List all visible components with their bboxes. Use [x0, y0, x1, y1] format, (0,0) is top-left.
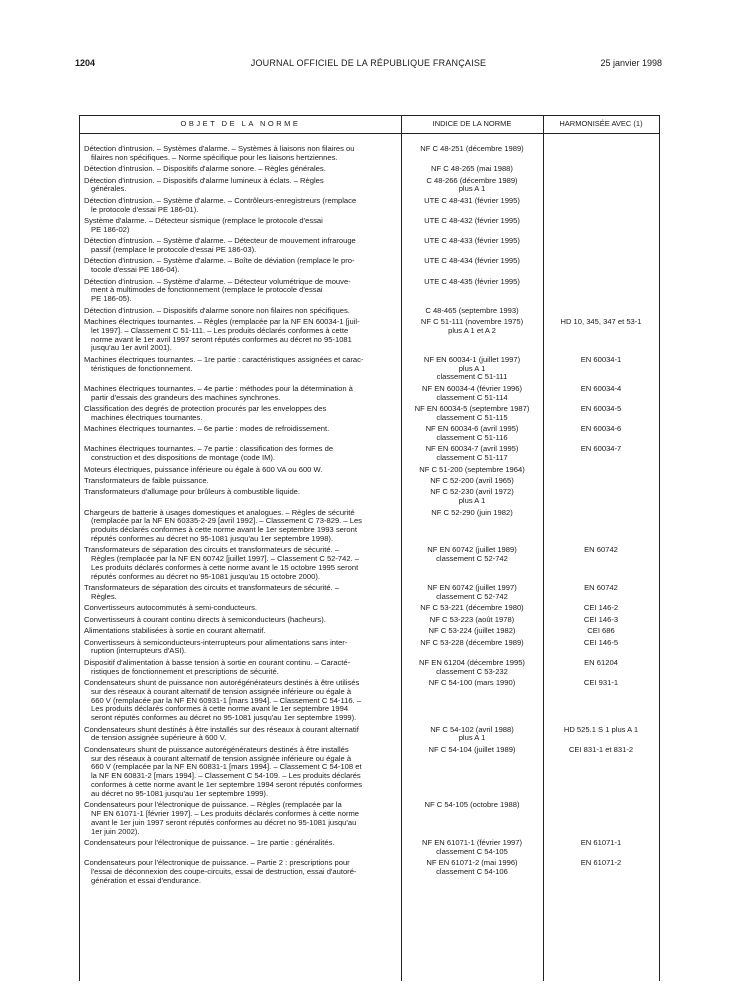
cell-line: plus A 1 et A 2 [448, 325, 496, 335]
table-header [80, 116, 659, 134]
indice-cell [401, 477, 543, 486]
column-header-objet: OBJET DE LA NORME [180, 119, 301, 128]
objet-cell [84, 509, 396, 544]
objet-cell [84, 177, 396, 195]
objet-cell [84, 627, 396, 636]
cell-line: NF C 51-200 (septembre 1964) [419, 464, 525, 474]
cell-line: Condensateurs shunt de puissance non autorégénérateurs destinés à être utilisés [84, 678, 360, 687]
cell-line: classement C 53-232 [436, 666, 508, 676]
harmonisee-cell [543, 616, 659, 625]
harmonisee-cell [543, 659, 659, 668]
cell-line: Alimentations stabilisées à sortie en courant alternatif. [84, 626, 266, 636]
cell-line: classement C 51-116 [436, 432, 508, 442]
cell-line: EN 60742 [584, 545, 618, 555]
page-number: 1204 [75, 58, 96, 68]
cell-line: sur des réseaux à courant alternatif de tension assignée inférieure ou égale à [91, 753, 352, 763]
indice-cell [401, 801, 543, 810]
cell-line: Convertisseurs à courant continu directs à semiconducteurs (hacheurs). [84, 614, 326, 624]
harmonisee-cell [543, 385, 659, 394]
objet-cell [84, 257, 396, 275]
cell-line: CEI 146-3 [583, 614, 619, 624]
journal-title: JOURNAL OFFICIEL DE LA RÉPUBLIQUE FRANÇAISE [250, 58, 487, 68]
objet-cell [84, 425, 396, 434]
cell-line: Condensateurs shunt de puissance autorégénérateurs destinés à être installés [84, 744, 349, 754]
cell-line: HD 10, 345, 347 et 53-1 [560, 317, 642, 326]
cell-line: Classification des degrés de protection procurés par les enveloppes des [84, 404, 327, 413]
cell-line: Transformateurs d'allumage pour brûleurs à combustible liquide. [84, 487, 301, 497]
cell-line: EN 61071-2 [580, 858, 622, 868]
cell-line: classement C 51-115 [436, 412, 508, 422]
cell-line: passif (remplace le protocole d'essai PE 186-03). [91, 244, 257, 254]
objet-cell [84, 278, 396, 304]
cell-line: Condensateurs pour l'électronique de puissance. – 1re partie : généralités. [84, 838, 335, 847]
objet-cell [84, 746, 396, 799]
cell-line: Transformateurs de séparation des circuits et transformateurs de sécurité. – [84, 545, 340, 555]
indice-cell [401, 466, 543, 475]
cell-line: NF C 53-224 (juillet 1982) [428, 626, 516, 636]
page-header [75, 58, 662, 72]
cell-line: Dispositif d'alimentation à basse tension à sortie en courant continu. – Caracté- [84, 657, 351, 667]
cell-line: Les produits déclarés conformes à cette norme avant le 15 octobre 1995 seront [91, 562, 359, 572]
cell-line: CEI 686 [587, 626, 615, 636]
indice-cell [401, 177, 543, 195]
objet-cell [84, 546, 396, 581]
indice-cell [401, 679, 543, 688]
cell-line: Machines électriques tournantes. – 4e partie : méthodes pour la détermination à [84, 383, 353, 393]
indice-cell [401, 425, 543, 443]
cell-line: UTE C 48-435 (février 1995) [424, 276, 520, 286]
harmonisee-cell [543, 318, 659, 327]
publication-date: 25 janvier 1998 [600, 58, 662, 68]
indice-cell [401, 165, 543, 174]
cell-line: NF C 53-228 (décembre 1989) [420, 637, 524, 647]
indice-cell [401, 197, 543, 206]
cell-line: plus A 1 [458, 733, 486, 743]
cell-line: NF EN 60034-7 (avril 1995) [425, 444, 519, 454]
cell-line: classement C 54-106 [436, 866, 508, 876]
cell-line: CEI 146-2 [583, 603, 619, 613]
cell-line: NF EN 61071-1 [février 1997]. – Les produits déclarés conformes à cette norme [91, 808, 360, 818]
cell-line: Machines électriques tournantes. – 1re partie : caractéristiques assignées et carac- [84, 354, 364, 364]
objet-cell [84, 237, 396, 255]
cell-line: générales. [91, 184, 127, 194]
cell-line: CEI 831-1 et 831-2 [568, 744, 634, 754]
objet-cell [84, 488, 396, 497]
harmonisee-cell [543, 405, 659, 414]
cell-line: NF C 52-230 (avril 1972) [430, 487, 514, 497]
cell-line: sur des réseaux à courant alternatif de tension assignée inférieure ou égale à [91, 686, 352, 696]
cell-line: téristiques de fonctionnement. [91, 363, 193, 373]
cell-line: réputés conformes au décret no 95-1081 jusqu'au 1er septembre 1998). [91, 533, 334, 543]
indice-cell [401, 584, 543, 602]
objet-cell [84, 639, 396, 657]
cell-line: NF EN 60034-1 (juillet 1997) [423, 354, 521, 364]
cell-line: UTE C 48-434 (février 1995) [424, 256, 520, 266]
objet-cell [84, 466, 396, 475]
indice-cell [401, 859, 543, 877]
cell-line: Machines électriques tournantes. – 7e partie : classification des formes de [84, 444, 334, 454]
cell-line: jusqu'au 1er avril 2001). [91, 343, 172, 353]
cell-line: construction et des dispositions de montage (code IM). [91, 453, 276, 463]
objet-cell [84, 356, 396, 374]
cell-line: EN 61204 [584, 657, 618, 667]
indice-cell [401, 278, 543, 287]
cell-line: Convertisseurs autocommutés à semi-conducteurs. [84, 603, 258, 613]
cell-line: machines électriques tournantes. [91, 412, 203, 422]
objet-cell [84, 859, 396, 885]
cell-line: Détection d'intrusion. – Systèmes d'alarme. – Systèmes à liaisons non filaires ou [84, 144, 355, 153]
harmonisee-cell [543, 679, 659, 688]
indice-cell [401, 307, 543, 316]
objet-cell [84, 318, 396, 353]
cell-line: EN 60034-5 [580, 404, 622, 413]
indice-cell [401, 145, 543, 154]
cell-line: filaires non spécifiques. – Norme spécifique pour les liaisons hertziennes. [91, 152, 338, 162]
cell-line: tocole d'essai PE 186-04). [91, 265, 180, 275]
cell-line: au décret no 95-1081 jusqu'au 1er septembre 1999). [91, 788, 269, 798]
cell-line: NF C 53-223 (août 1978) [429, 614, 515, 624]
cell-line: conformes à cette norme avant le 1er septembre 1994 seront réputés conformes [91, 779, 362, 789]
harmonisee-cell [543, 746, 659, 755]
cell-line: EN 61071-1 [580, 838, 622, 847]
cell-line: classement C 54-105 [436, 846, 508, 856]
indice-cell [401, 385, 543, 403]
cell-line: Détection d'intrusion. – Système d'alarme. – Détecteur volumétrique de mouve- [84, 276, 351, 286]
objet-cell [84, 477, 396, 486]
cell-line: UTE C 48-432 (février 1995) [424, 216, 520, 225]
indice-cell [401, 318, 543, 336]
cell-line: Détection d'intrusion. – Dispositifs d'alarme lumineux à éclats. – Règles [84, 175, 324, 185]
indice-cell [401, 839, 543, 857]
objet-cell [84, 679, 396, 723]
cell-line: HD 525.1 S 1 plus A 1 [563, 724, 639, 734]
indice-cell [401, 488, 543, 506]
cell-line: Machines électriques tournantes. – 6e partie : modes de refroidissement. [84, 424, 330, 434]
cell-line: plus A 1 [458, 496, 486, 506]
cell-line: EN 60034-7 [580, 444, 622, 454]
cell-line: NF C 51-111 (novembre 1975) [420, 317, 524, 326]
cell-line: classement C 51-111 [436, 372, 508, 382]
cell-line: let 1997]. – Classement C 51-111. – Les produits déclarés conformes à cette [91, 325, 349, 335]
indice-cell [401, 604, 543, 613]
cell-line: le protocole d'essai PE 186-01). [91, 204, 199, 214]
cell-line: plus A 1 [458, 363, 486, 373]
cell-line: Machines électriques tournantes. – Règles (remplacée par la NF EN 60034-1 [juil- [84, 317, 360, 326]
cell-line: NF EN 61204 (décembre 1995) [419, 657, 525, 667]
cell-line: Détection d'intrusion. – Dispositifs d'alarme sonore non filaires non spécifiques. [84, 305, 350, 315]
cell-line: Détection d'intrusion. – Dispositifs d'alarme sonore. – Règles générales. [84, 164, 326, 174]
cell-line: Transformateurs de faible puissance. [84, 476, 209, 485]
cell-line: réputés conformes au décret no 95-1081 jusqu'au 15 octobre 2000). [91, 571, 320, 581]
objet-cell [84, 801, 396, 836]
cell-line: Moteurs électriques, puissance inférieure ou égale à 600 VA ou 600 W. [84, 464, 323, 474]
cell-line: 1er juin 2002). [91, 826, 140, 836]
harmonisee-cell [543, 584, 659, 593]
objet-cell [84, 659, 396, 677]
harmonisee-cell [543, 445, 659, 454]
cell-line: Les produits déclarés conformes à cette norme avant le 1er septembre 1994 [91, 704, 349, 714]
cell-line: NF EN 61071-2 (mai 1996) [426, 858, 518, 868]
cell-line: Détection d'intrusion. – Système d'alarme. – Boîte de déviation (remplace le pro- [84, 256, 355, 266]
indice-cell [401, 405, 543, 423]
objet-cell [84, 217, 396, 235]
cell-line: Règles. [91, 591, 117, 601]
cell-line: Système d'alarme. – Détecteur sismique (remplace le protocole d'essai [84, 216, 323, 225]
harmonisee-cell [543, 627, 659, 636]
standards-table [79, 115, 660, 981]
indice-cell [401, 217, 543, 226]
objet-cell [84, 839, 396, 848]
cell-line: NF C 53-221 (décembre 1980) [420, 603, 524, 613]
indice-cell [401, 257, 543, 266]
cell-line: NF C 48-251 (décembre 1989) [420, 144, 524, 153]
cell-line: plus A 1 [458, 184, 486, 194]
cell-line: NF EN 60742 (juillet 1989) [427, 545, 517, 555]
harmonisee-cell [543, 604, 659, 613]
objet-cell [84, 445, 396, 463]
cell-line: Chargeurs de batterie à usages domestiques et analogues. – Règles de sécurité [84, 507, 355, 517]
cell-line: 660 V (remplacée par la NF EN 60931-1 [mars 1994]. – Classement C 54-116. – [91, 695, 361, 705]
cell-line: Détection d'intrusion. – Système d'alarme. – Contrôleurs-enregistreurs (remplace [84, 195, 357, 205]
cell-line: PE 186-05). [91, 294, 132, 304]
cell-line: EN 60034-4 [580, 383, 622, 393]
indice-cell [401, 659, 543, 677]
indice-cell [401, 746, 543, 755]
cell-line: (remplacée par la NF EN 60335-2-29 [avril 1992]. – Classement C 73-829. – Les [91, 516, 362, 526]
objet-cell [84, 726, 396, 744]
indice-cell [401, 445, 543, 463]
indice-cell [401, 616, 543, 625]
cell-line: NF EN 60034-6 (avril 1995) [425, 424, 519, 434]
cell-line: UTE C 48-433 (février 1995) [424, 236, 520, 246]
cell-line: NF C 54-105 (octobre 1988) [424, 800, 520, 810]
cell-line: ristiques de fonctionnement et prescriptions de sécurité. [91, 666, 279, 676]
indice-cell [401, 726, 543, 744]
indice-cell [401, 627, 543, 636]
cell-line: 660 V (remplacée par la NF EN 60831-1 [mars 1994]. – Classement C 54-108 et [91, 762, 362, 772]
cell-line: PE 186-02) [91, 224, 130, 234]
cell-line: Règles (remplacée par la NF EN 60742 [juillet 1997]. – Classement C 52-742. – [91, 554, 360, 564]
cell-line: EN 60742 [584, 583, 618, 593]
cell-line: NF EN 61071-1 (février 1997) [421, 838, 523, 847]
cell-line: classement C 51-117 [436, 453, 508, 463]
harmonisee-cell [543, 425, 659, 434]
cell-line: classement C 51-114 [436, 392, 508, 402]
cell-line: NF EN 60742 (juillet 1997) [427, 583, 517, 593]
cell-line: Détection d'intrusion. – Système d'alarme. – Détecteur de mouvement infrarouge [84, 236, 356, 246]
cell-line: NF C 52-290 (juin 1982) [431, 507, 513, 517]
cell-line: classement C 52-742 [436, 554, 508, 564]
cell-line: ruption (interrupteurs d'ASI). [91, 646, 187, 656]
cell-line: NF EN 60034-4 (février 1996) [421, 383, 523, 393]
cell-line: Condensateurs pour l'électronique de puissance. – Partie 2 : prescriptions pour [84, 858, 350, 868]
cell-line: CEI 931-1 [583, 678, 619, 687]
objet-cell [84, 604, 396, 613]
objet-cell [84, 405, 396, 423]
cell-line: EN 60034-1 [580, 354, 622, 364]
objet-cell [84, 307, 396, 316]
cell-line: l'essai de déconnexion des coupe-circuits, essai de destruction, essai d'autoré- [91, 866, 357, 876]
cell-line: CEI 146-5 [583, 637, 619, 647]
cell-line: produits déclarés conformes à cette norme avant le 1er septembre 1993 seront [91, 525, 357, 535]
indice-cell [401, 237, 543, 246]
harmonisee-cell [543, 839, 659, 848]
indice-cell [401, 356, 543, 382]
cell-line: C 48-465 (septembre 1993) [425, 305, 519, 315]
cell-line: NF C 48-265 (mai 1988) [431, 164, 513, 174]
cell-line: UTE C 48-431 (février 1995) [424, 195, 520, 205]
cell-line: Convertisseurs à semiconducteurs-interrupteurs pour alimentations sans inter- [84, 637, 348, 647]
cell-line: EN 60034-6 [580, 424, 622, 434]
column-header-indice: INDICE DE LA NORME [432, 119, 512, 128]
objet-cell [84, 197, 396, 215]
cell-line: partir d'essais des grandeurs des machines synchrones. [91, 392, 281, 402]
cell-line: C 48-266 (décembre 1989) [426, 175, 518, 185]
cell-line: la NF EN 60831-2 [mars 1994]. – Classement C 54-109. – Les produits déclarés [91, 771, 361, 781]
indice-cell [401, 546, 543, 564]
indice-cell [401, 639, 543, 648]
harmonisee-cell [543, 356, 659, 365]
cell-line: Condensateurs shunt destinés à être installés sur des réseaux à courant alternatif [84, 724, 359, 734]
cell-line: Transformateurs de séparation des circuits et transformateurs de sécurité. – [84, 583, 340, 593]
cell-line: NF EN 60034-5 (septembre 1987) [414, 404, 530, 413]
cell-line: norme avant le 1er avril 1997 seront réputés conformes au décret no 95-1081 [91, 334, 352, 344]
objet-cell [84, 145, 396, 163]
objet-cell [84, 616, 396, 625]
cell-line: Condensateurs pour l'électronique de puissance. – Règles (remplacée par la [84, 800, 342, 810]
harmonisee-cell [543, 639, 659, 648]
objet-cell [84, 385, 396, 403]
cell-line: NF C 52-200 (avril 1965) [430, 476, 514, 485]
cell-line: génération et essai d'endurance. [91, 875, 201, 885]
cell-line: classement C 52-742 [436, 591, 508, 601]
objet-cell [84, 165, 396, 174]
cell-line: seront réputés conformes au décret no 95-1081 jusqu'au 1er septembre 1999). [91, 713, 357, 723]
harmonisee-cell [543, 546, 659, 555]
harmonisee-cell [543, 726, 659, 735]
indice-cell [401, 509, 543, 518]
cell-line: avant le 1er juin 1997 seront réputés conformes au décret no 95-1081 jusqu'au [91, 817, 357, 827]
cell-line: NF C 54-104 (juillet 1989) [428, 744, 516, 754]
harmonisee-cell [543, 859, 659, 868]
cell-line: NF C 54-100 (mars 1990) [428, 678, 516, 687]
cell-line: ment à multimodes de fonctionnement (remplace le protocole d'essai [91, 285, 323, 295]
column-header-harmonisee: HARMONISÉE AVEC (1) [559, 119, 643, 128]
cell-line: NF C 54-102 (avril 1988) [430, 724, 514, 734]
cell-line: de tension assignée supérieure à 600 V. [91, 733, 227, 743]
objet-cell [84, 584, 396, 602]
